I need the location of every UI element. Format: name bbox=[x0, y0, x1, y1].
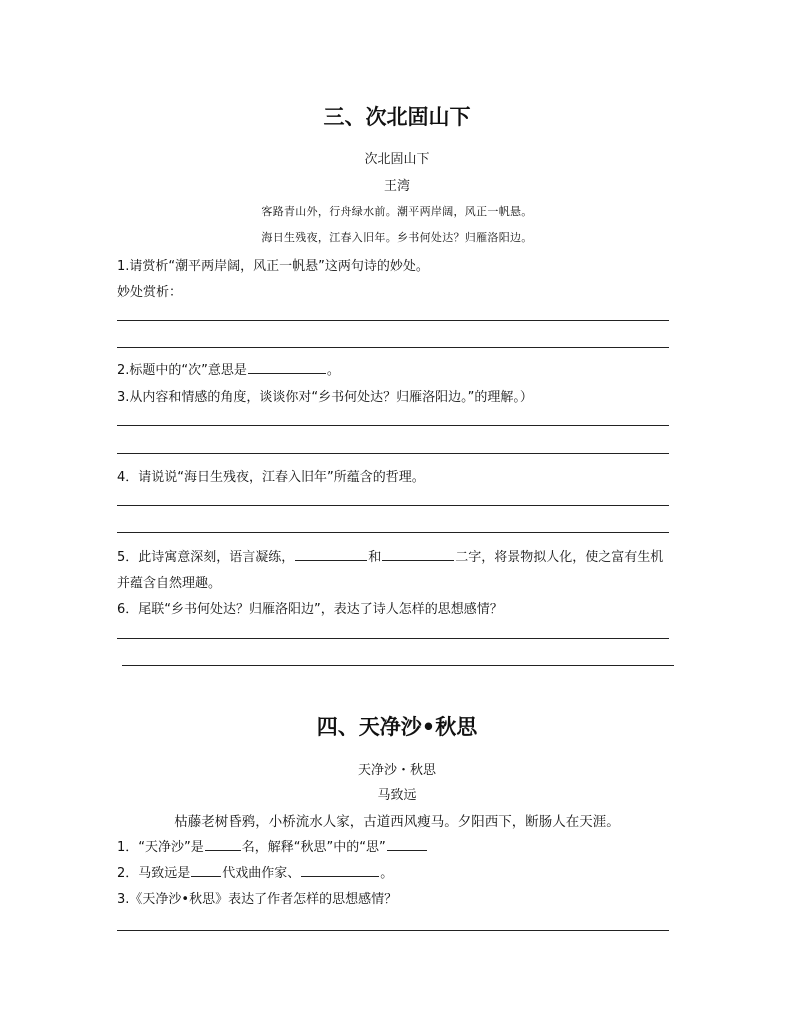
answer-line-q6-2[interactable] bbox=[122, 665, 674, 666]
question-5-text-b: 和 bbox=[368, 550, 382, 565]
section4-question-3: 3.《天净沙•秋思》表达了作者怎样的思想感情？ bbox=[117, 892, 398, 907]
section3-verse-1: 客路青山外，行舟绿水前。潮平两岸阔，风正一帆悬。 bbox=[261, 205, 533, 218]
question-5-text-c: 二字，将景物拟人化，使之富有生机 bbox=[455, 550, 664, 565]
s4-question-1-text-b: 名，解释“秋思”中的“思” bbox=[241, 840, 386, 855]
answer-line-q1-2[interactable] bbox=[117, 347, 669, 348]
section4-question-2 bbox=[117, 862, 393, 881]
section4-poem-title: 天净沙・秋思 bbox=[357, 763, 436, 778]
question-5-text-a: 5．此诗寓意深刻，语言凝练， bbox=[117, 550, 295, 565]
s4-question-1-text-a: 1．“天净沙”是 bbox=[117, 840, 204, 855]
answer-line-q3-1[interactable] bbox=[117, 425, 669, 426]
question-2-end: 。 bbox=[326, 363, 340, 378]
section3-question-1: 1.请赏析“潮平两岸阔，风正一帆悬”这两句诗的妙处。 bbox=[117, 259, 429, 274]
answer-line-s4q3-1[interactable] bbox=[117, 930, 669, 931]
section3-heading: 三、次北固山下 bbox=[323, 105, 471, 129]
section3-verse-2: 海日生残夜，江春入旧年。乡书何处达？归雁洛阳边。 bbox=[261, 231, 533, 244]
answer-line-q1-1[interactable] bbox=[117, 320, 669, 321]
answer-blank-q5-1[interactable] bbox=[295, 547, 367, 561]
answer-blank-s4q1-1[interactable] bbox=[205, 837, 241, 851]
section4-heading: 四、天净沙•秋思 bbox=[316, 715, 478, 739]
section3-author: 王湾 bbox=[383, 179, 410, 194]
answer-line-q4-1[interactable] bbox=[117, 505, 669, 506]
s4-question-2-text-a: 2．马致远是 bbox=[117, 866, 191, 881]
section3-question-6: 6．尾联“乡书何处达？归雁洛阳边”，表达了诗人怎样的思想感情？ bbox=[117, 602, 503, 617]
s4-question-2-text-b: 代戏曲作家、 bbox=[222, 866, 301, 881]
section4-author: 马致远 bbox=[377, 788, 417, 803]
answer-line-q6-1[interactable] bbox=[117, 638, 669, 639]
section4-question-1 bbox=[117, 836, 428, 855]
section3-question-1-sub: 妙处赏析： bbox=[117, 285, 183, 300]
answer-blank-q2[interactable] bbox=[248, 360, 326, 374]
section3-poem-title: 次北固山下 bbox=[364, 152, 430, 167]
section3-question-3: 3.从内容和情感的角度，谈谈你对“乡书何处达？归雁洛阳边。”的理解。） bbox=[117, 390, 533, 405]
section4-poem: 枯藤老树昏鸦，小桥流水人家，古道西风瘦马。夕阳西下，断肠人在天涯。 bbox=[174, 814, 620, 830]
section3-question-4: 4．请说说“海日生残夜，江春入旧年”所蕴含的哲理。 bbox=[117, 470, 425, 485]
answer-blank-s4q2-1[interactable] bbox=[191, 863, 221, 877]
answer-blank-q5-2[interactable] bbox=[382, 547, 454, 561]
s4-question-2-end: 。 bbox=[380, 866, 394, 881]
section3-question-5-line2: 并蕴含自然理趣。 bbox=[117, 576, 222, 591]
answer-blank-s4q1-2[interactable] bbox=[387, 837, 427, 851]
answer-blank-s4q2-2[interactable] bbox=[301, 863, 379, 877]
answer-line-q4-2[interactable] bbox=[117, 532, 669, 533]
section3-question-2 bbox=[117, 359, 340, 378]
section3-question-5 bbox=[117, 546, 663, 565]
answer-line-q3-2[interactable] bbox=[117, 453, 669, 454]
question-2-text: 2.标题中的“次”意思是 bbox=[117, 363, 247, 378]
